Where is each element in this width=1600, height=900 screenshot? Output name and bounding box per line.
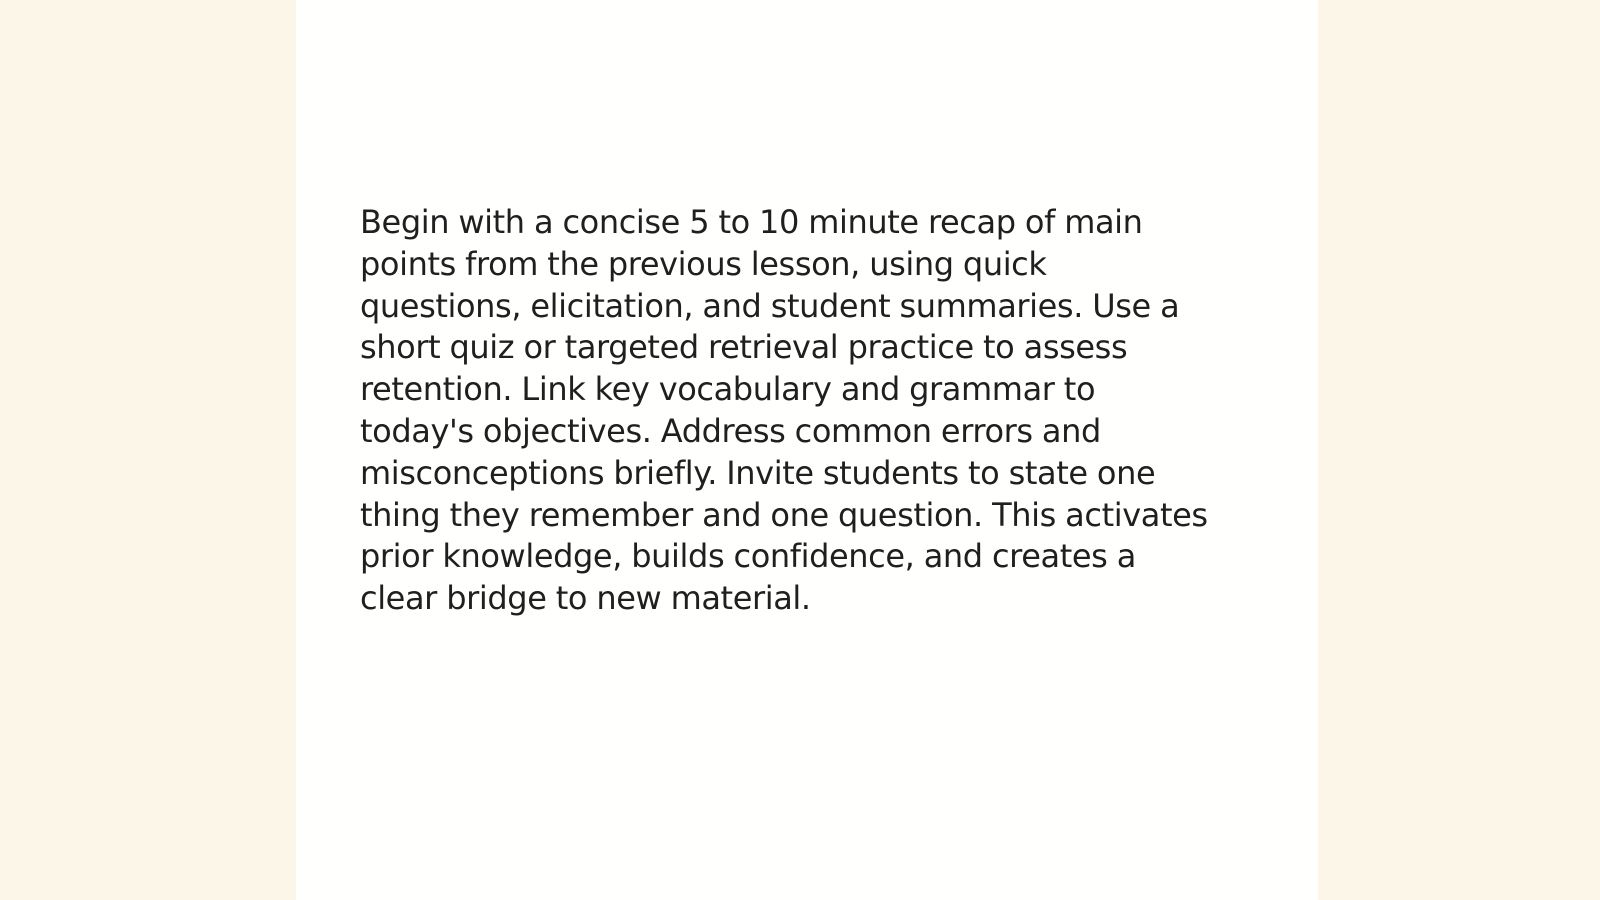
paragraph-line: retention. Link key vocabulary and grammar to (360, 370, 1096, 409)
paragraph-line: Begin with a concise 5 to 10 minute recap of main (360, 203, 1143, 241)
paragraph-line: thing they remember and one question. This activates (360, 495, 1208, 534)
paragraph-line: misconceptions briefly. Invite students to state one (360, 453, 1156, 492)
paragraph-line: prior knowledge, builds confidence, and creates a (360, 537, 1136, 576)
paragraph-line: clear bridge to new material. (360, 579, 811, 618)
body-paragraph (360, 202, 1250, 620)
paragraph-line: short quiz or targeted retrieval practice to assess (360, 328, 1128, 367)
document-page (296, 0, 1318, 900)
paragraph-line: today's objectives. Address common errors and (360, 411, 1101, 450)
paragraph-line: points from the previous lesson, using quick (360, 244, 1047, 283)
paragraph-line: questions, elicitation, and student summaries. Use a (360, 286, 1180, 325)
